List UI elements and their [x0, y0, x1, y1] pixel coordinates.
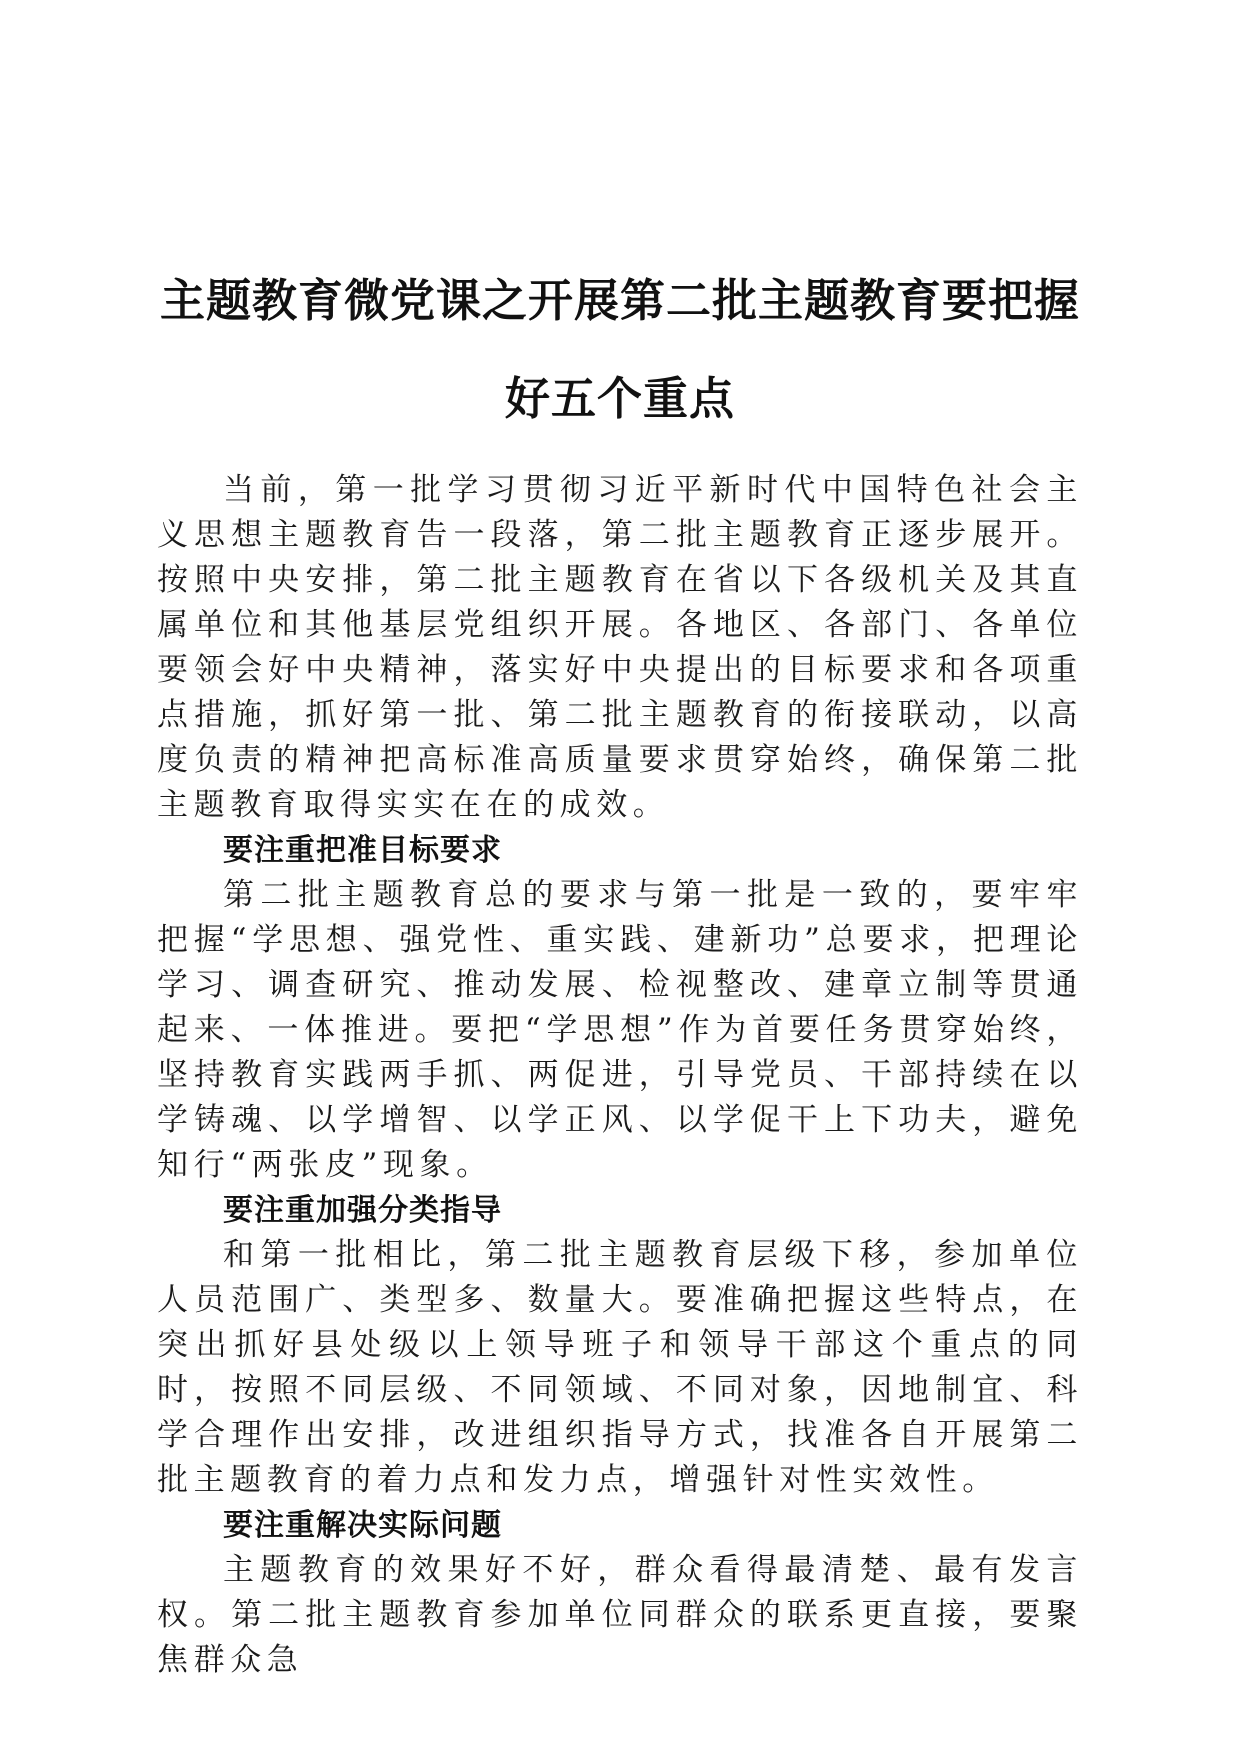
paragraph-target-requirements: 第二批主题教育总的要求与第一批是一致的，要牢牢把握“学思想、强党性、重实践、建新功”总要求，把理论学习、调查研究、推动发展、检视整改、建章立制等贯通起来、一体推进。要把“学思想”作为首要任务贯穿始终，坚持教育实践两手抓、两促进，引导党员、干部持续在以学铸魂、以学增智、以学正风、以学促干上下功夫，避免知行“两张皮”现象。 — [157, 877, 1083, 1183]
section-heading-target-requirements: 要注重把准目标要求 — [223, 833, 502, 868]
intro-paragraph: 当前，第一批学习贯彻习近平新时代中国特色社会主义思想主题教育告一段落，第二批主题教育正逐步展开。按照中央安排，第二批主题教育在省以下各级机关及其直属单位和其他基层党组织开展。各地区、各部门、各单位要领会好中央精神，落实好中央提出的目标要求和各项重点措施，抓好第一批、第二批主题教育的衔接联动，以高度负责的精神把高标准高质量要求贯穿始终，确保第二批主题教育取得实实在在的成效。 — [157, 472, 1083, 823]
document-title: 主题教育微党课之开展第二批主题教育要把握好五个重点 — [159, 274, 1080, 426]
section-heading-practical-problems: 要注重解决实际问题 — [223, 1508, 502, 1543]
paragraph-classified-guidance: 和第一批相比，第二批主题教育层级下移，参加单位人员范围广、类型多、数量大。要准确把握这些特点，在突出抓好县处级以上领导班子和领导干部这个重点的同时，按照不同层级、不同领域、不同对象，因地制宜、科学合理作出安排，改进组织指导方式，找准各自开展第二批主题教育的着力点和发力点，增强针对性实效性。 — [157, 1237, 1083, 1498]
document-body — [157, 468, 1083, 1683]
paragraph-practical-problems: 主题教育的效果好不好，群众看得最清楚、最有发言权。第二批主题教育参加单位同群众的联系更直接，要聚焦群众急 — [157, 1552, 1083, 1678]
section-heading-classified-guidance: 要注重加强分类指导 — [223, 1193, 502, 1228]
